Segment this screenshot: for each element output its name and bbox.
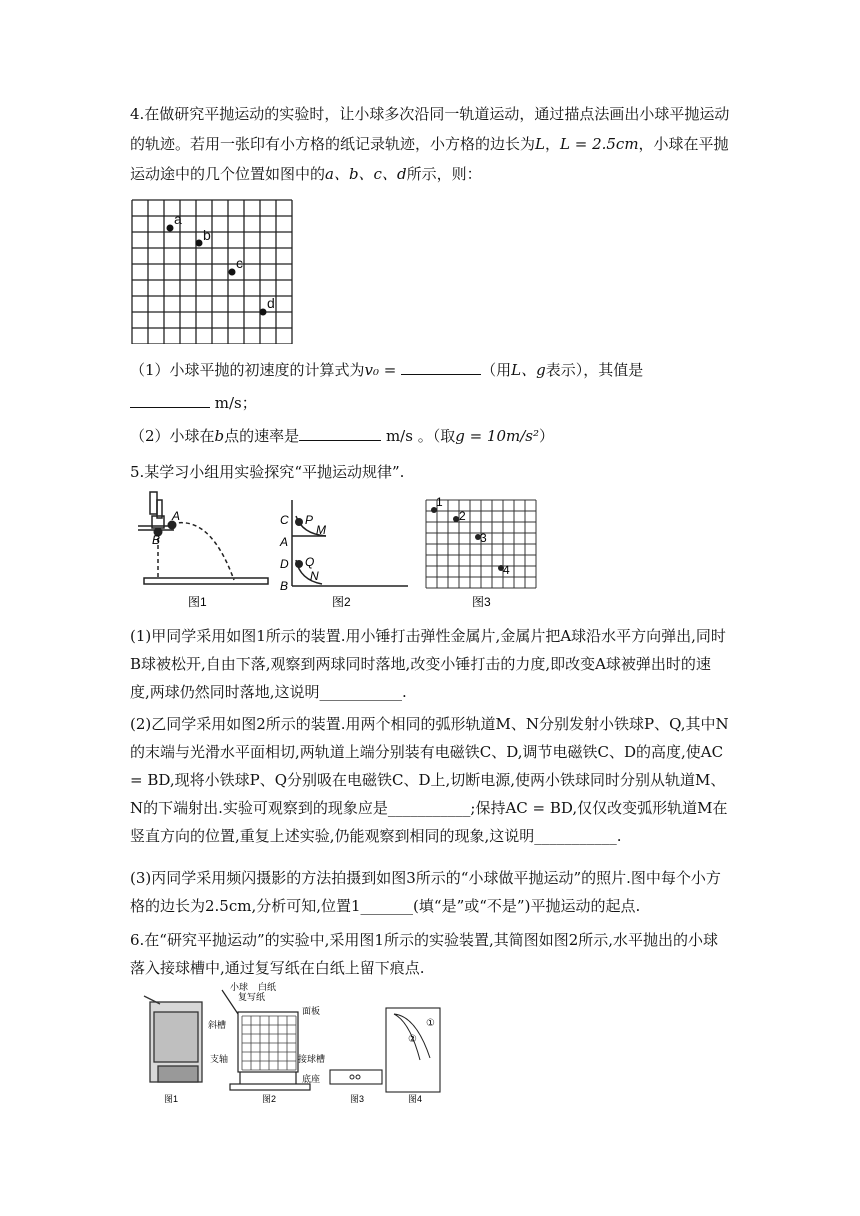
point-b xyxy=(196,240,203,247)
fig3-label-4: 4 xyxy=(503,563,510,577)
fig1-caption: 图1 xyxy=(188,595,207,609)
fig3-label-3: 3 xyxy=(480,531,487,545)
label-chute: 斜槽 xyxy=(208,1020,227,1030)
q5-part1: (1)甲同学采用如图1所示的装置.用小锤打击弹性金属片,金属片把A球沿水平方向弹出,同时B球被松开,自由下落,观察到两球同时落地,改变小锤打击的力度,即改变A球被弹出时的速度,两球仍然同时落地,这说明___________. xyxy=(130,627,726,701)
label-ball: 小球 xyxy=(230,982,249,992)
label-base: 底座 xyxy=(302,1074,321,1084)
label-panel: 面板 xyxy=(302,1006,321,1016)
fig3-label-2: 2 xyxy=(459,509,466,523)
fig2-label-C: C xyxy=(280,513,289,527)
point-c xyxy=(229,269,236,276)
q6-fig2-caption: 图2 xyxy=(262,1094,277,1104)
point-d xyxy=(260,309,267,316)
fig2-caption: 图2 xyxy=(332,595,351,609)
fig1-label-A: A xyxy=(172,509,181,523)
label-white-paper: 白纸 xyxy=(258,982,277,992)
label-b: b xyxy=(203,227,211,243)
label-catch-groove: 接球槽 xyxy=(298,1054,326,1064)
q4-line-1: 4.在做研究平抛运动的实验时，让小球多次沿同一轨道运动，通过描点法画出小球平抛运动 xyxy=(130,105,730,123)
fig2-label-Q: Q xyxy=(305,555,315,569)
q4-sub2: （2）小球在b点的速率是 m/s 。（取g = 10m/s²） xyxy=(130,427,555,445)
q6-text: 6.在“研究平抛运动”的实验中,采用图1所示的实验装置,其简图如图2所示,水平抛出的小球落入接球槽中,通过复写纸在白纸上留下痕点. xyxy=(130,931,719,977)
q5-title: 5.某学习小组用实验探究“平抛运动规律”. xyxy=(130,463,405,481)
fig2-label-M: M xyxy=(316,523,326,537)
fig3-caption: 图3 xyxy=(472,595,491,609)
point-a xyxy=(167,225,174,232)
label-d: d xyxy=(267,295,275,311)
q4-sub1: （1）小球平抛的初速度的计算式为v₀ = （用L、g表示），其值是 xyxy=(130,361,644,379)
q5-part2: (2)乙同学采用如图2所示的装置.用两个相同的弧形轨道M、N分别发射小铁球P、Q,其中N的末端与光滑水平面相切,两轨道上端分别装有电磁铁C、D,调节电磁铁C、D的高度,使AC = BD,现将小铁球P、Q分别吸在电磁铁C、D上,切断电源,使两小铁球同时分别从轨道M、N的下端射出.实验可观察到的现象应是___________;保持AC = BD,仅仅改变弧形轨道M在竖直方向的位置,重复上述实验,仍能观察到相同的现象,这说明___________. xyxy=(130,715,729,845)
fig2-label-B: B xyxy=(280,579,289,593)
fig3-label-1: 1 xyxy=(436,495,443,509)
fig4-label-2: ② xyxy=(408,1034,417,1045)
label-carbon-paper: 复写纸 xyxy=(238,992,266,1002)
q6-fig3-caption: 图3 xyxy=(350,1094,365,1104)
label-a: a xyxy=(174,211,182,227)
fig1-label-B: B xyxy=(152,533,161,547)
fig2-label-P: P xyxy=(305,513,314,527)
label-c: c xyxy=(236,255,243,271)
label-pivot: 支轴 xyxy=(210,1054,229,1064)
fig2-label-D: D xyxy=(280,557,289,571)
q6-figures xyxy=(130,982,450,1106)
q4-grid-figure xyxy=(130,196,310,344)
fig2-label-A: A xyxy=(280,535,289,549)
q6-fig1-caption: 图1 xyxy=(164,1094,179,1104)
q4-line-2: 的轨迹。若用一张印有小方格的纸记录轨迹，小方格的边长为L，L = 2.5cm，小球在平抛 xyxy=(130,135,729,153)
q6-fig4-caption: 图4 xyxy=(408,1094,423,1104)
fig2-label-N: N xyxy=(310,569,319,583)
fig4-label-1: ① xyxy=(426,1018,435,1029)
q5-figures xyxy=(130,488,540,612)
q5-part3: (3)丙同学采用频闪摄影的方法拍摄到如图3所示的“小球做平抛运动”的照片.图中每个小方格的边长为2.5cm,分析可知,位置1_______(填“是”或“不是”)平抛运动的起点. xyxy=(130,869,721,915)
q4-line-3: 运动途中的几个位置如图中的a、b、c、d所示，则： xyxy=(130,165,482,183)
q4-sub1-cont: m/s； xyxy=(130,393,257,413)
